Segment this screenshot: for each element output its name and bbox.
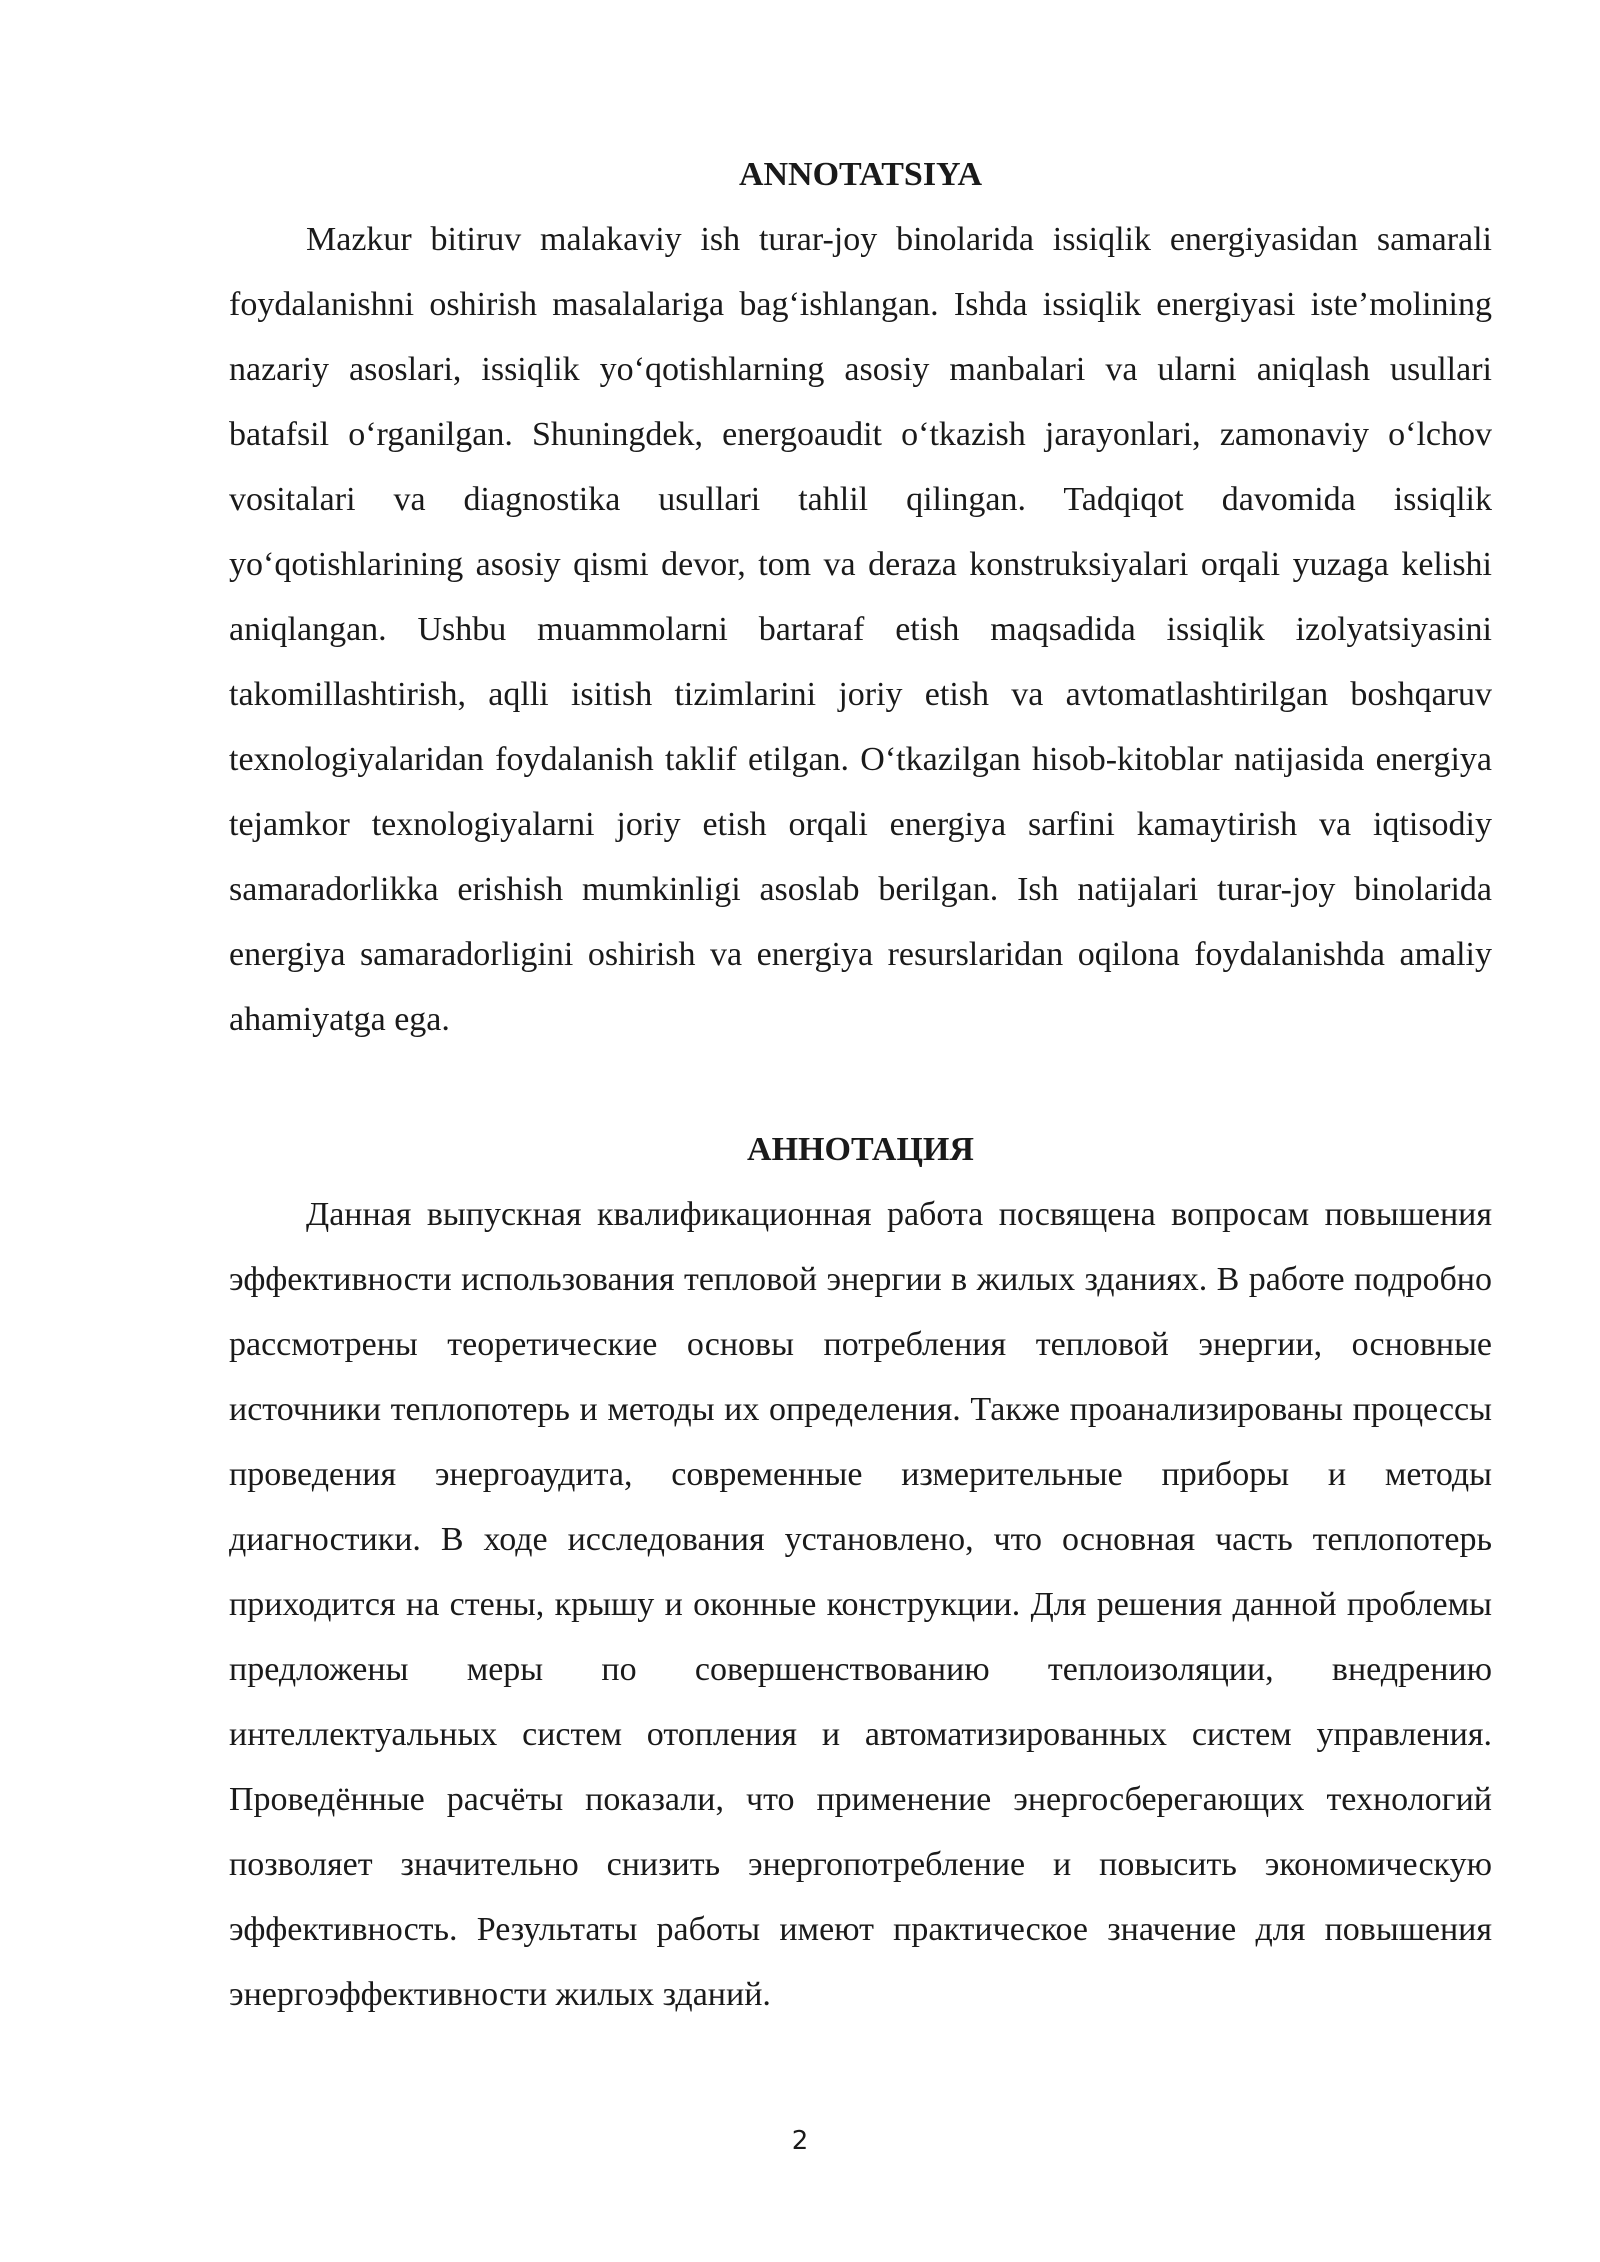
- annotation-section-russian: [229, 1117, 1492, 2027]
- annotation-section-uzbek: [229, 142, 1492, 1052]
- page-number: 2: [791, 2126, 809, 2156]
- section-paragraph: Данная выпускная квалификационная работа посвящена вопросам повышения эффективности использования тепловой энергии в жилых зданиях. В работе подробно рассмотрены теоретические основы потребления тепловой энергии, основные источники теплопотерь и методы их определения. Также проанализированы процессы проведения энергоаудита, современные измерительные приборы и методы диагностики. В ходе исследования установлено, что основная часть теплопотерь приходится на стены, крышу и оконные конструкции. Для решения данной проблемы предложены меры по совершенствованию теплоизоляции, внедрению интеллектуальных систем отопления и автоматизированных систем управления. Проведённые расчёты показали, что применение энергосберегающих технологий позволяет значительно снизить энергопотребление и повысить экономическую эффективность. Результаты работы имеют практическое значение для повышения энергоэффективности жилых зданий.: [229, 1196, 1492, 2013]
- section-heading: ANNOTATSIYA: [738, 156, 983, 193]
- section-paragraph: Mazkur bitiruv malakaviy ish turar-joy binolarida issiqlik energiyasidan samarali foydalanishni oshirish masalalariga bag‘ishlangan. Ishda issiqlik energiyasi iste’molining nazariy asoslari, issiqlik yo‘qotishlarning asosiy manbalari va ularni aniqlash usullari batafsil o‘rganilgan. Shuningdek, energoaudit o‘tkazish jarayonlari, zamonaviy o‘lchov vositalari va diagnostika usullari tahlil qilingan. Tadqiqot davomida issiqlik yo‘qotishlarining asosiy qismi devor, tom va deraza konstruksiyalari orqali yuzaga kelishi aniqlangan. Ushbu muammolarni bartaraf etish maqsadida issiqlik izolyatsiyasini takomillashtirish, aqlli isitish tizimlarini joriy etish va avtomatlashtirilgan boshqaruv texnologiyalaridan foydalanish taklif etilgan. O‘tkazilgan hisob-kitoblar natijasida energiya tejamkor texnologiyalarni joriy etish orqali energiya sarfini kamaytirish va iqtisodiy samaradorlikka erishish mumkinligi asoslab berilgan. Ish natijalari turar-joy binolarida energiya samaradorligini oshirish va energiya resurslaridan oqilona foydalanishda amaliy ahamiyatga ega.: [229, 221, 1492, 1038]
- section-heading: АННОТАЦИЯ: [747, 1131, 974, 1168]
